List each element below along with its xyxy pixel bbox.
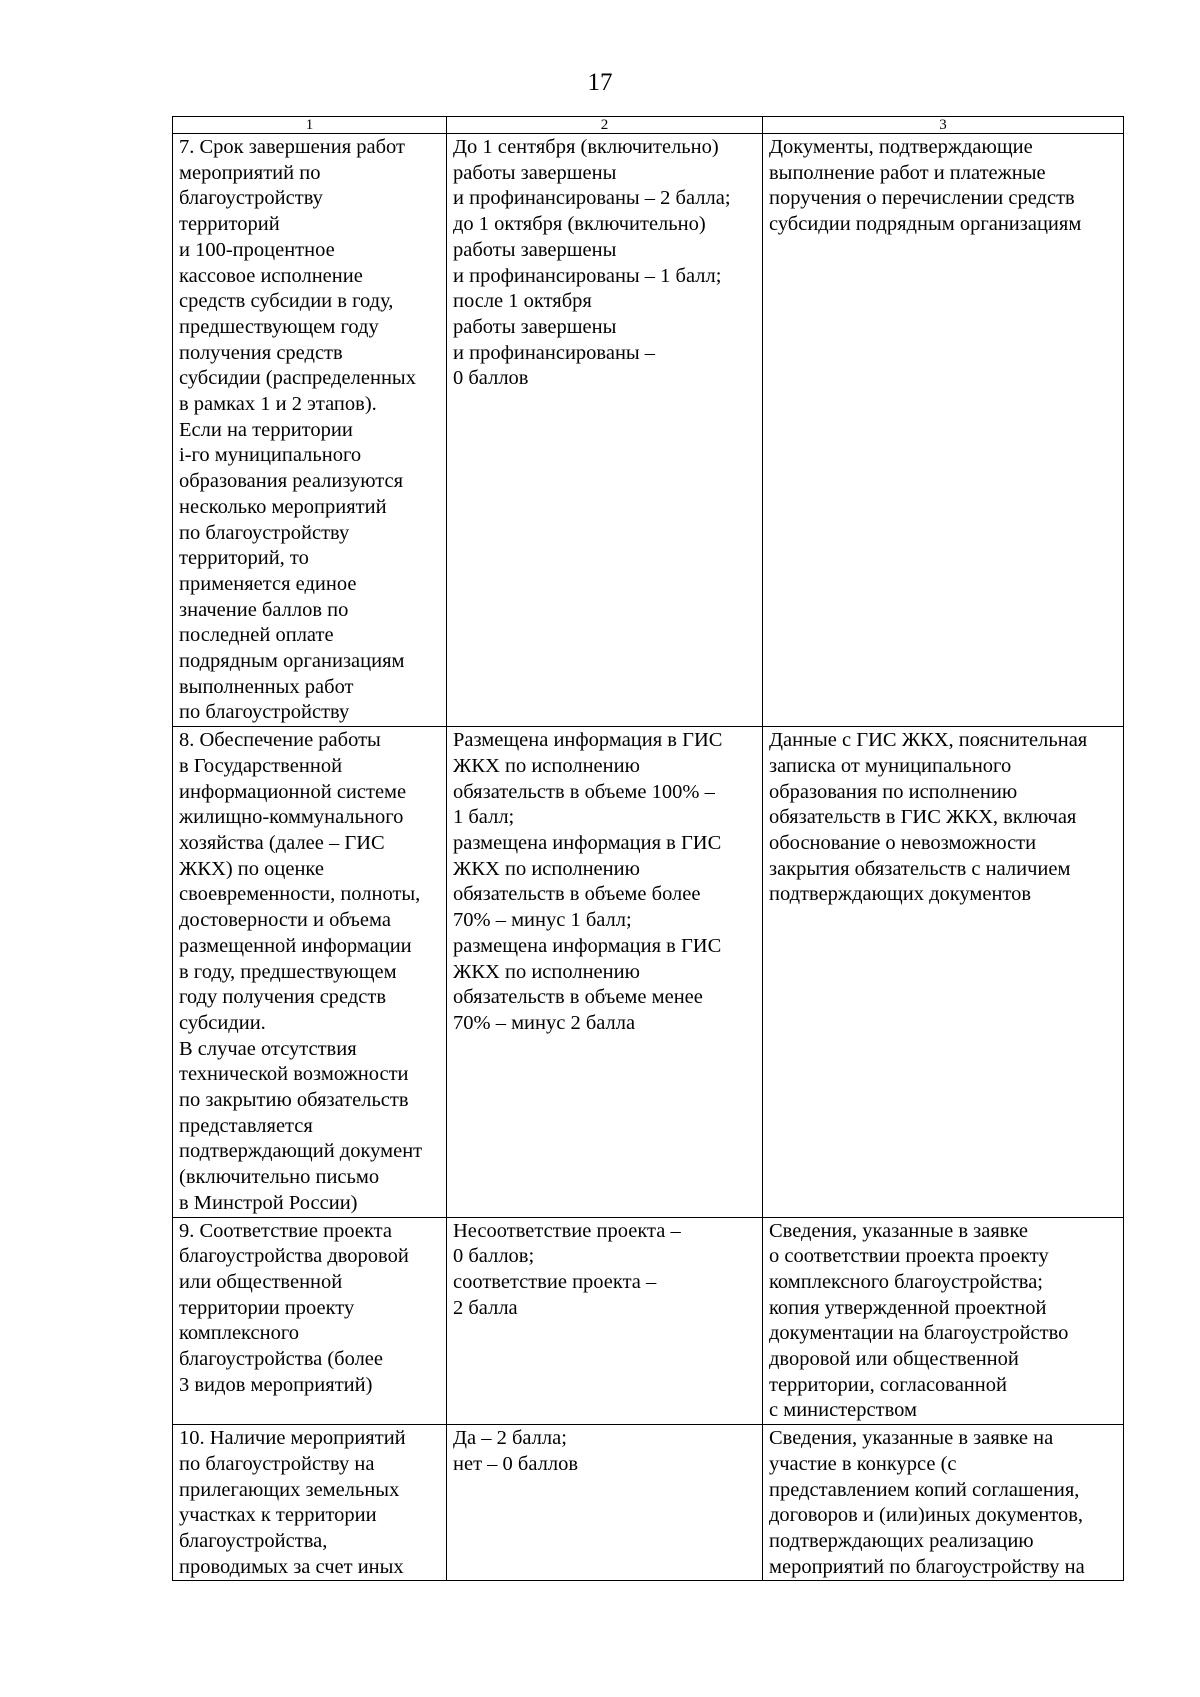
criterion-cell: 8. Обеспечение работы в Государственной информационной системе жилищно-коммунального хозяйства (далее – ГИС ЖКХ) по оценке своевременности, полноты, достоверности и объема размещенной информации в году, предшествующем году получения средств субсидии. В случае отсутствия технической возможности по закрытию обязательств представляется подтверждающий документ (включительно письмо в Минстрой России) [173, 727, 447, 1217]
scoring-cell: До 1 сентября (включительно) работы завершены и профинансированы – 2 балла; до 1 октября (включительно) работы завершены и профинансированы – 1 балл; после 1 октября работы завершены и профинансированы – 0 баллов [447, 134, 763, 727]
scoring-cell: Несоответствие проекта – 0 баллов; соответствие проекта – 2 балла [447, 1217, 763, 1425]
documents-cell: Данные с ГИС ЖКХ, пояснительная записка от муниципального образования по исполнению обязательств в ГИС ЖКХ, включая обоснование о невозможности закрытия обязательств с наличием подтверждающих документов [763, 727, 1124, 1217]
table-header-row [173, 117, 1124, 134]
documents-cell: Документы, подтверждающие выполнение работ и платежные поручения о перечислении средств субсидии подрядным организациям [763, 134, 1124, 727]
scoring-cell: Размещена информация в ГИС ЖКХ по исполнению обязательств в объеме 100% – 1 балл; размещена информация в ГИС ЖКХ по исполнению обязательств в объеме более 70% – минус 1 балл; размещена информация в ГИС ЖКХ по исполнению обязательств в объеме менее 70% – минус 2 балла [447, 727, 763, 1217]
table-row-8 [173, 727, 1124, 1217]
table-row-9 [173, 1217, 1124, 1425]
criterion-cell: 9. Соответствие проекта благоустройства дворовой или общественной территории проекту комплексного благоустройства (более 3 видов мероприятий) [173, 1217, 447, 1425]
documents-cell: Сведения, указанные в заявке на участие в конкурсе (с представлением копий соглашения, договоров и (или)иных документов, подтверждающих реализацию мероприятий по благоустройству на [763, 1425, 1124, 1581]
column-number-2: 2 [447, 117, 763, 134]
criterion-cell: 7. Срок завершения работ мероприятий по благоустройству территорий и 100-процентное кассовое исполнение средств субсидии в году, предшествующем году получения средств субсидии (распределенных в рамках 1 и 2 этапов). Если на территории i-го муниципального образования реализуются несколько мероприятий по благоустройству территорий, то применяется единое значение баллов по последней оплате подрядным организациям выполненных работ по благоустройству [173, 134, 447, 727]
scoring-cell: Да – 2 балла; нет – 0 баллов [447, 1425, 763, 1581]
criteria-table [172, 116, 1124, 1581]
column-number-3: 3 [763, 117, 1124, 134]
criterion-cell: 10. Наличие мероприятий по благоустройству на прилегающих земельных участках к территории благоустройства, проводимых за счет иных [173, 1425, 447, 1581]
table-row-7 [173, 134, 1124, 727]
documents-cell: Сведения, указанные в заявке о соответствии проекта проекту комплексного благоустройства; копия утвержденной проектной документации на благоустройство дворовой или общественной территории, согласованной с министерством [763, 1217, 1124, 1425]
page-number: 17 [587, 69, 613, 96]
table-row-10 [173, 1425, 1124, 1581]
column-number-1: 1 [173, 117, 447, 134]
